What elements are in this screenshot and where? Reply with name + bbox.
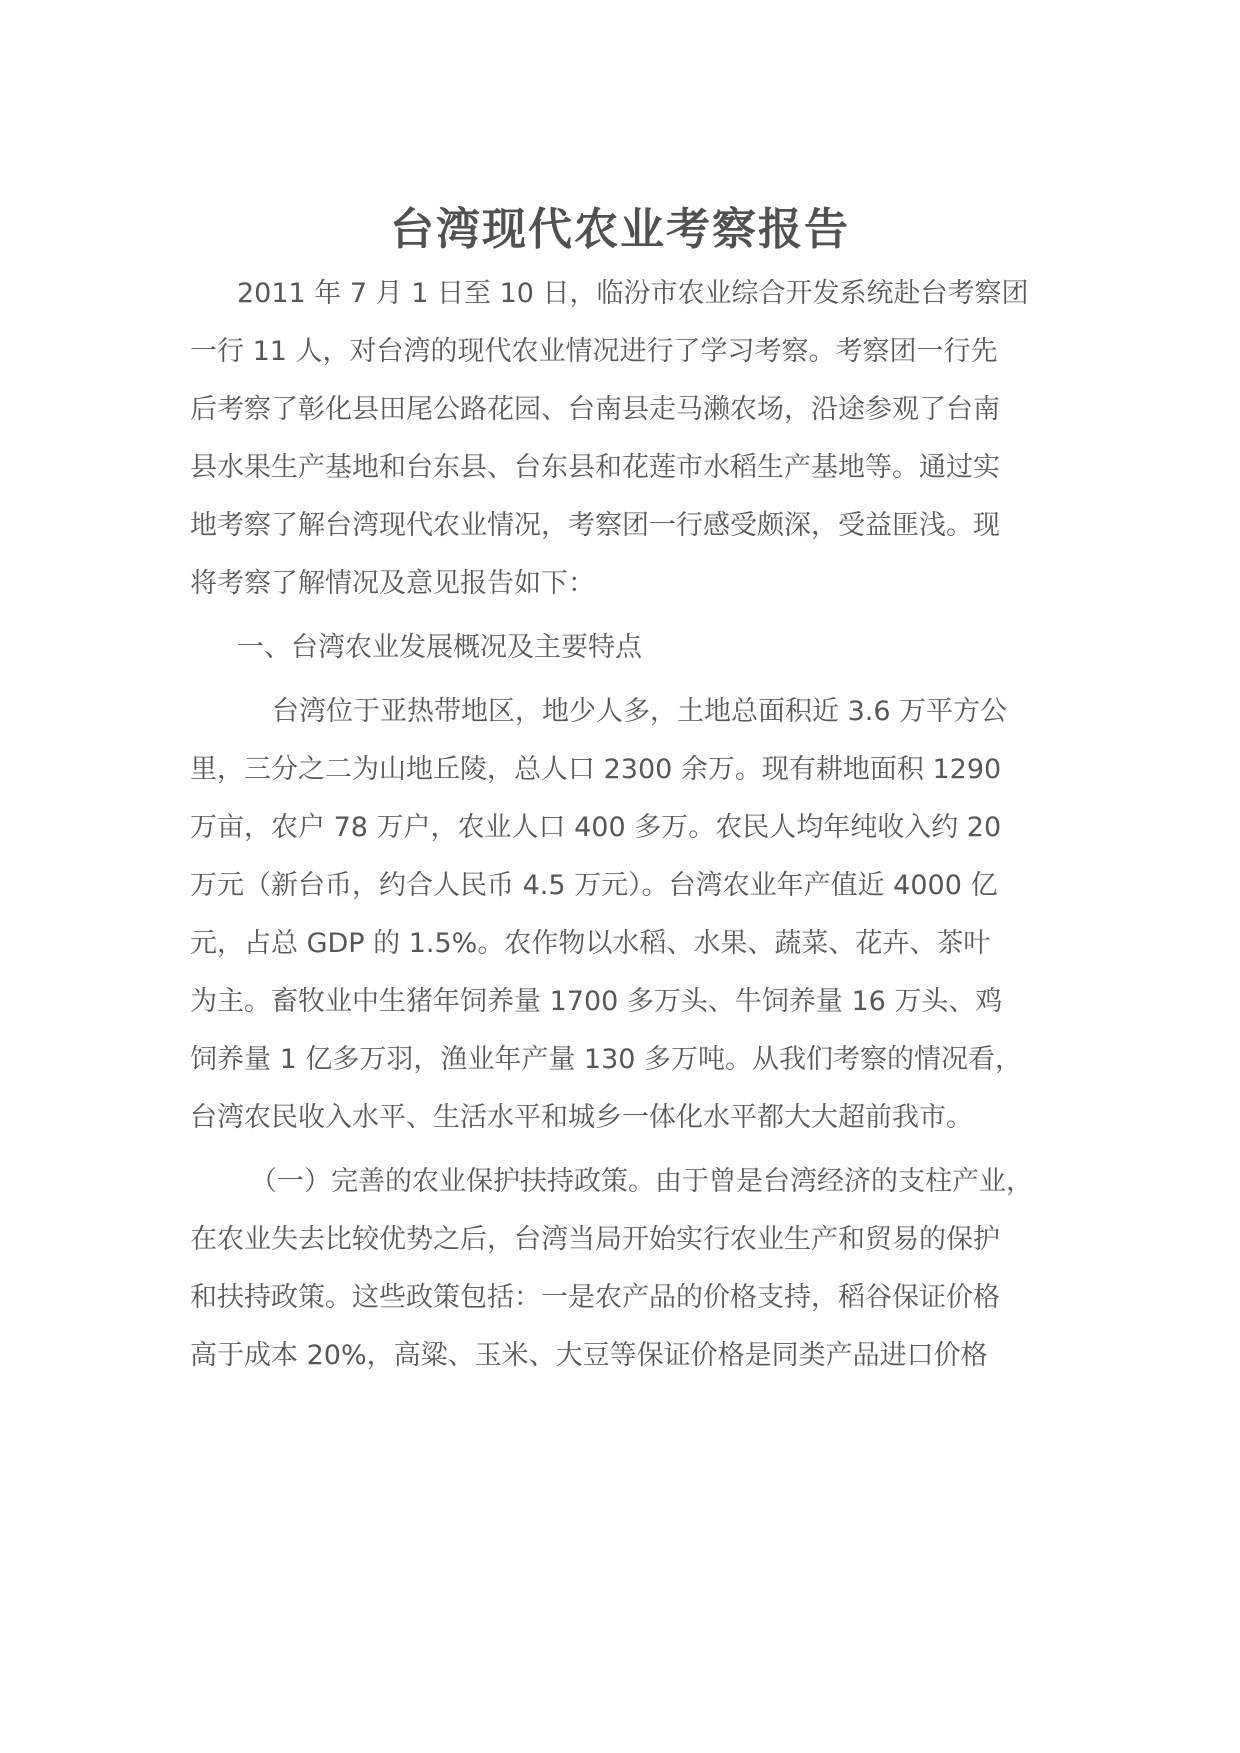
policy-line-1: （一）完善的农业保护扶持政策。由于曾是台湾经济的支柱产业， [250,1166,1033,1197]
overview-line-6: 为主。畜牧业中生猪年饲养量 1700 多万头、牛饲养量 16 万头、鸡 [190,986,1003,1017]
overview-line-8: 台湾农民收入水平、生活水平和城乡一体化水平都大大超前我市。 [190,1102,973,1133]
document-title: 台湾现代农业考察报告 [390,204,850,255]
intro-line-1: 2011 年 7 月 1 日至 10 日，临汾市农业综合开发系统赴台考察团 [237,278,1029,309]
policy-line-4: 高于成本 20%，高粱、玉米、大豆等保证价格是同类产品进口价格 [190,1340,988,1371]
overview-line-3: 万亩，农户 78 万户，农业人口 400 多万。农民人均年纯收入约 20 [190,812,1002,843]
intro-line-2: 一行 11 人，对台湾的现代农业情况进行了学习考察。考察团一行先 [190,336,998,367]
overview-line-1: 台湾位于亚热带地区，地少人多，土地总面积近 3.6 万平方公 [272,696,1008,727]
section-heading: 一、台湾农业发展概况及主要特点 [237,632,642,663]
overview-line-5: 元，占总 GDP 的 1.5%。农作物以水稻、水果、蔬菜、花卉、茶叶 [190,928,991,959]
intro-line-6: 将考察了解情况及意见报告如下： [190,568,595,599]
intro-line-4: 县水果生产基地和台东县、台东县和花莲市水稻生产基地等。通过实 [190,452,1000,483]
overview-line-4: 万元（新台币，约合人民币 4.5 万元）。台湾农业年产值近 4000 亿 [190,870,998,901]
policy-line-2: 在农业失去比较优势之后，台湾当局开始实行农业生产和贸易的保护 [190,1224,1000,1255]
overview-line-2: 里，三分之二为山地丘陵，总人口 2300 余万。现有耕地面积 1290 [190,754,1002,785]
intro-line-3: 后考察了彰化县田尾公路花园、台南县走马濑农场，沿途参观了台南 [190,394,1000,425]
policy-line-3: 和扶持政策。这些政策包括：一是农产品的价格支持，稻谷保证价格 [190,1282,1000,1313]
intro-line-5: 地考察了解台湾现代农业情况，考察团一行感受颇深，受益匪浅。现 [190,510,1000,541]
overview-line-7: 饲养量 1 亿多万羽，渔业年产量 130 多万吨。从我们考察的情况看， [190,1044,1023,1075]
